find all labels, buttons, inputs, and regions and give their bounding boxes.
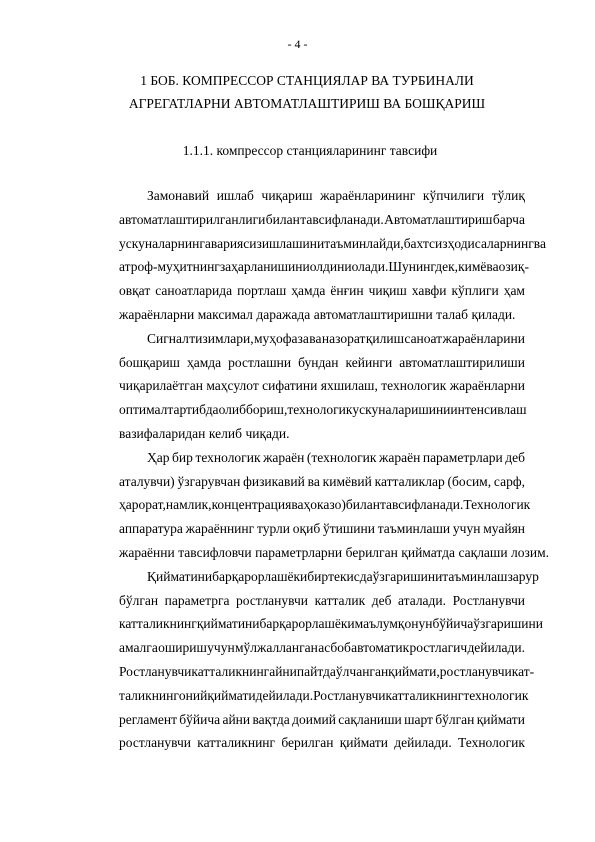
word: жараённи bbox=[119, 544, 175, 560]
word: бахтсиз bbox=[403, 235, 448, 251]
word: барқарорлаш bbox=[259, 616, 335, 632]
word: муайян bbox=[483, 521, 525, 537]
word: ва bbox=[533, 235, 546, 251]
word: тизимлари, bbox=[189, 330, 254, 346]
word: автоматлаштирилганлиги bbox=[119, 211, 266, 227]
word: айни bbox=[269, 663, 297, 679]
word: сифатини bbox=[262, 378, 318, 394]
word: чиқади. bbox=[245, 425, 290, 441]
word: қийматини bbox=[196, 616, 260, 632]
word: Ростланувчи bbox=[119, 663, 192, 679]
word: жараён bbox=[379, 449, 421, 465]
word: учун bbox=[452, 521, 481, 537]
word: намлик, bbox=[165, 497, 212, 513]
word: олиб bbox=[218, 402, 246, 418]
word: ўзгарувчан bbox=[177, 473, 241, 489]
word: аталувчи) bbox=[119, 473, 175, 489]
word: қиймати, bbox=[388, 663, 440, 679]
word: дейилади. bbox=[394, 735, 452, 751]
word: ҳам bbox=[503, 283, 525, 299]
word: Ростланувчи bbox=[313, 687, 386, 703]
word: деб bbox=[371, 592, 392, 608]
word: ростланувчи bbox=[119, 735, 191, 751]
word: ростланувчи bbox=[439, 663, 512, 679]
word: автоматлаштирилиши bbox=[399, 354, 525, 370]
word: жараёнларни bbox=[449, 378, 525, 394]
word: кимё bbox=[458, 259, 487, 275]
word: текисда bbox=[328, 568, 373, 584]
word: технологик bbox=[287, 402, 353, 418]
word: кимёвий bbox=[322, 473, 372, 489]
text-line bbox=[119, 708, 525, 732]
word: катталикнинг bbox=[197, 735, 276, 751]
word: вазифаларидан bbox=[119, 425, 206, 441]
word: оний bbox=[178, 687, 208, 703]
word: параметрга bbox=[164, 592, 230, 608]
word: жараённинг bbox=[185, 521, 255, 537]
text-line bbox=[119, 398, 525, 422]
word: ҳоказо) bbox=[303, 497, 346, 513]
word: учун bbox=[207, 640, 235, 656]
text-line bbox=[119, 303, 525, 327]
text-line bbox=[119, 255, 529, 279]
word: талаб bbox=[436, 306, 468, 322]
word: сарф, bbox=[493, 473, 525, 489]
word: катталиклар bbox=[374, 473, 445, 489]
word: амалга bbox=[119, 640, 158, 656]
word: қийматда bbox=[401, 544, 455, 560]
word: пайтда bbox=[296, 663, 336, 679]
text-line bbox=[119, 589, 525, 613]
word: маълум bbox=[354, 616, 398, 632]
word: бир bbox=[172, 449, 193, 465]
word: келиб bbox=[208, 425, 242, 441]
word: оқиб bbox=[292, 521, 321, 537]
word: бундан bbox=[298, 354, 339, 370]
word: таъминлаши bbox=[377, 521, 451, 537]
text-line bbox=[119, 684, 529, 708]
chapter-title-line: 1 БОБ. КОМПРЕССОР СТАНЦИЯЛАР ВА ТУРБИНАЛИ bbox=[140, 73, 474, 88]
word: сақланиши bbox=[338, 711, 402, 727]
word: бўлган bbox=[435, 711, 475, 727]
word: таликнинг bbox=[119, 687, 179, 703]
word: лозим. bbox=[511, 544, 550, 560]
word: саноат bbox=[404, 330, 443, 346]
word: аварияcиз bbox=[204, 235, 262, 251]
word: ёки bbox=[334, 616, 355, 632]
word: концентрация bbox=[211, 497, 292, 513]
word: бир bbox=[307, 568, 329, 584]
word: тартибда bbox=[167, 402, 219, 418]
word: ўзгаришини bbox=[473, 616, 543, 632]
word: олади. bbox=[351, 259, 389, 275]
word: ишлашини bbox=[261, 235, 325, 251]
word: технологик bbox=[463, 687, 529, 703]
text-line bbox=[119, 208, 525, 232]
word: чиқарилаётган bbox=[119, 378, 203, 394]
word: ва bbox=[291, 497, 304, 513]
word: ҳамда bbox=[186, 354, 222, 370]
word: ўлчанган bbox=[335, 663, 389, 679]
word: тавсифланади. bbox=[300, 211, 384, 227]
word: доимий bbox=[292, 711, 336, 727]
word: хавфи bbox=[411, 283, 447, 299]
text-line bbox=[119, 565, 539, 589]
word: ёнғин bbox=[330, 283, 364, 299]
text-line bbox=[119, 232, 546, 256]
word: параметрларни bbox=[255, 544, 343, 560]
word: назорат bbox=[321, 330, 366, 346]
word: кўпчилиги bbox=[422, 188, 485, 203]
word: олдини bbox=[309, 259, 352, 275]
word: ёки bbox=[287, 568, 308, 584]
word: (босим, bbox=[447, 473, 492, 489]
word: ҳарорат, bbox=[119, 497, 166, 513]
text-line bbox=[119, 351, 525, 375]
word: асбоб bbox=[318, 640, 351, 656]
word: маҳсулот bbox=[206, 378, 259, 394]
word: саноатларида bbox=[155, 283, 233, 299]
word: ва bbox=[307, 473, 320, 489]
text-line bbox=[119, 517, 525, 541]
word: ростлагич bbox=[409, 640, 468, 656]
word: чиқиш bbox=[368, 283, 407, 299]
word: аппаратура bbox=[119, 521, 183, 537]
word: қонун bbox=[397, 616, 433, 632]
text-line bbox=[119, 279, 525, 303]
word: дейилади. bbox=[255, 687, 314, 703]
text-line bbox=[119, 422, 525, 446]
word: максимал bbox=[197, 306, 253, 322]
word: кат- bbox=[511, 663, 535, 679]
word: ростланувчи bbox=[236, 592, 309, 608]
word: ишини bbox=[411, 402, 451, 418]
section-title: 1.1.1. компрессор станцияларининг тавсифи bbox=[182, 143, 438, 158]
word: аталади. bbox=[398, 592, 447, 608]
word: берилган bbox=[345, 544, 398, 560]
word: катталикнинг bbox=[385, 687, 464, 703]
word: жараёнларининг bbox=[320, 188, 416, 203]
word: таъминлаш bbox=[442, 568, 508, 584]
text-line bbox=[119, 660, 535, 684]
word: ускуналарнинг bbox=[119, 235, 205, 251]
word: шарт bbox=[404, 711, 433, 727]
word: заҳарланишини bbox=[219, 259, 310, 275]
chapter-title-line: АГРЕГАТЛАРНИ АВТОМАТЛАШТИРИШ ВА БОШҚАРИШ bbox=[128, 96, 486, 111]
word: қиймати bbox=[476, 711, 525, 727]
text-line bbox=[119, 612, 543, 636]
word: бўйича bbox=[179, 711, 221, 727]
word: оптимал bbox=[119, 402, 168, 418]
text-line bbox=[119, 493, 531, 517]
word: кўплиги bbox=[451, 283, 499, 299]
word: озиқ- bbox=[498, 259, 529, 275]
word: ва bbox=[309, 330, 322, 346]
word: технологик bbox=[381, 378, 447, 394]
word: сақлаши bbox=[458, 544, 508, 560]
word: даражада bbox=[256, 306, 311, 322]
text-line bbox=[119, 184, 525, 208]
word: Сигнал bbox=[147, 330, 189, 346]
word: яхшилаш, bbox=[320, 378, 378, 394]
word: физикавий bbox=[243, 473, 305, 489]
word: таъминлайди, bbox=[324, 235, 404, 251]
word: бошқариш bbox=[119, 354, 180, 370]
word: берилган bbox=[281, 735, 334, 751]
word: ҳамда bbox=[291, 283, 326, 299]
word: барча bbox=[492, 211, 525, 227]
word: Замонавий bbox=[147, 188, 210, 203]
word: чиқариш bbox=[261, 188, 313, 203]
word: (технологик bbox=[306, 449, 377, 465]
word: регламент bbox=[119, 711, 177, 727]
word: қиймати bbox=[207, 687, 256, 703]
word: қиймати bbox=[339, 735, 388, 751]
word: Ростланувчи bbox=[452, 592, 525, 608]
word: дейилади. bbox=[467, 640, 525, 656]
word: тавсифланади. bbox=[379, 497, 464, 513]
word: бўйича bbox=[432, 616, 474, 632]
word: Қийматини bbox=[147, 568, 213, 584]
word: тўлиқ bbox=[491, 188, 525, 203]
word: вақтда bbox=[252, 711, 290, 727]
text-line bbox=[119, 731, 525, 755]
word: ҳодисаларнинг bbox=[447, 235, 534, 251]
word: тавсифловчи bbox=[178, 544, 252, 560]
word: қилади. bbox=[471, 306, 516, 322]
word: жараёнларини bbox=[442, 330, 525, 346]
word: ускуналар bbox=[352, 402, 412, 418]
word: муҳофаза bbox=[254, 330, 309, 346]
word: Технологик bbox=[458, 735, 525, 751]
word: автоматлаштиришни bbox=[313, 306, 433, 322]
word: катталикнинг bbox=[191, 663, 270, 679]
word: жараён bbox=[263, 449, 305, 465]
word: Шунингдек, bbox=[388, 259, 459, 275]
word: билан bbox=[265, 211, 300, 227]
word: катталикнинг bbox=[119, 616, 197, 632]
word: ишлаб bbox=[216, 188, 254, 203]
word: ошириш bbox=[158, 640, 207, 656]
word: Технологик bbox=[463, 497, 531, 513]
word: бориш, bbox=[245, 402, 288, 418]
page-number: - 4 - bbox=[287, 37, 308, 51]
word: қилиш bbox=[365, 330, 404, 346]
word: ўзгаришини bbox=[372, 568, 443, 584]
word: билан bbox=[345, 497, 380, 513]
text-line bbox=[119, 446, 525, 470]
word: Ҳар bbox=[147, 449, 170, 465]
word: жараёнларни bbox=[119, 306, 195, 322]
word: катталик bbox=[314, 592, 366, 608]
word: мўлжалланган bbox=[234, 640, 318, 656]
word: турли bbox=[256, 521, 290, 537]
body-text bbox=[119, 184, 550, 755]
word: автоматик bbox=[351, 640, 410, 656]
word: ўтишини bbox=[322, 521, 375, 537]
text-line bbox=[119, 374, 525, 398]
chapter-title bbox=[97, 69, 517, 115]
word: айни bbox=[222, 711, 251, 727]
word: деб bbox=[505, 449, 525, 465]
word: ростлашни bbox=[228, 354, 292, 370]
text-line bbox=[119, 636, 525, 660]
word: барқарорлаш bbox=[212, 568, 288, 584]
text-line bbox=[119, 470, 525, 494]
word: портлаш bbox=[237, 283, 287, 299]
word: ва bbox=[486, 259, 499, 275]
word: Автоматлаштириш bbox=[384, 211, 493, 227]
word: зарур bbox=[507, 568, 539, 584]
text-line bbox=[119, 541, 550, 565]
text-line bbox=[119, 327, 525, 351]
word: овқат bbox=[119, 283, 151, 299]
word: параметрлари bbox=[422, 449, 503, 465]
word: бўлган bbox=[119, 592, 159, 608]
word: кейинги bbox=[345, 354, 393, 370]
word: технологик bbox=[195, 449, 261, 465]
word: интенсивлаш bbox=[450, 402, 527, 418]
word: атроф-муҳитнинг bbox=[119, 259, 220, 275]
